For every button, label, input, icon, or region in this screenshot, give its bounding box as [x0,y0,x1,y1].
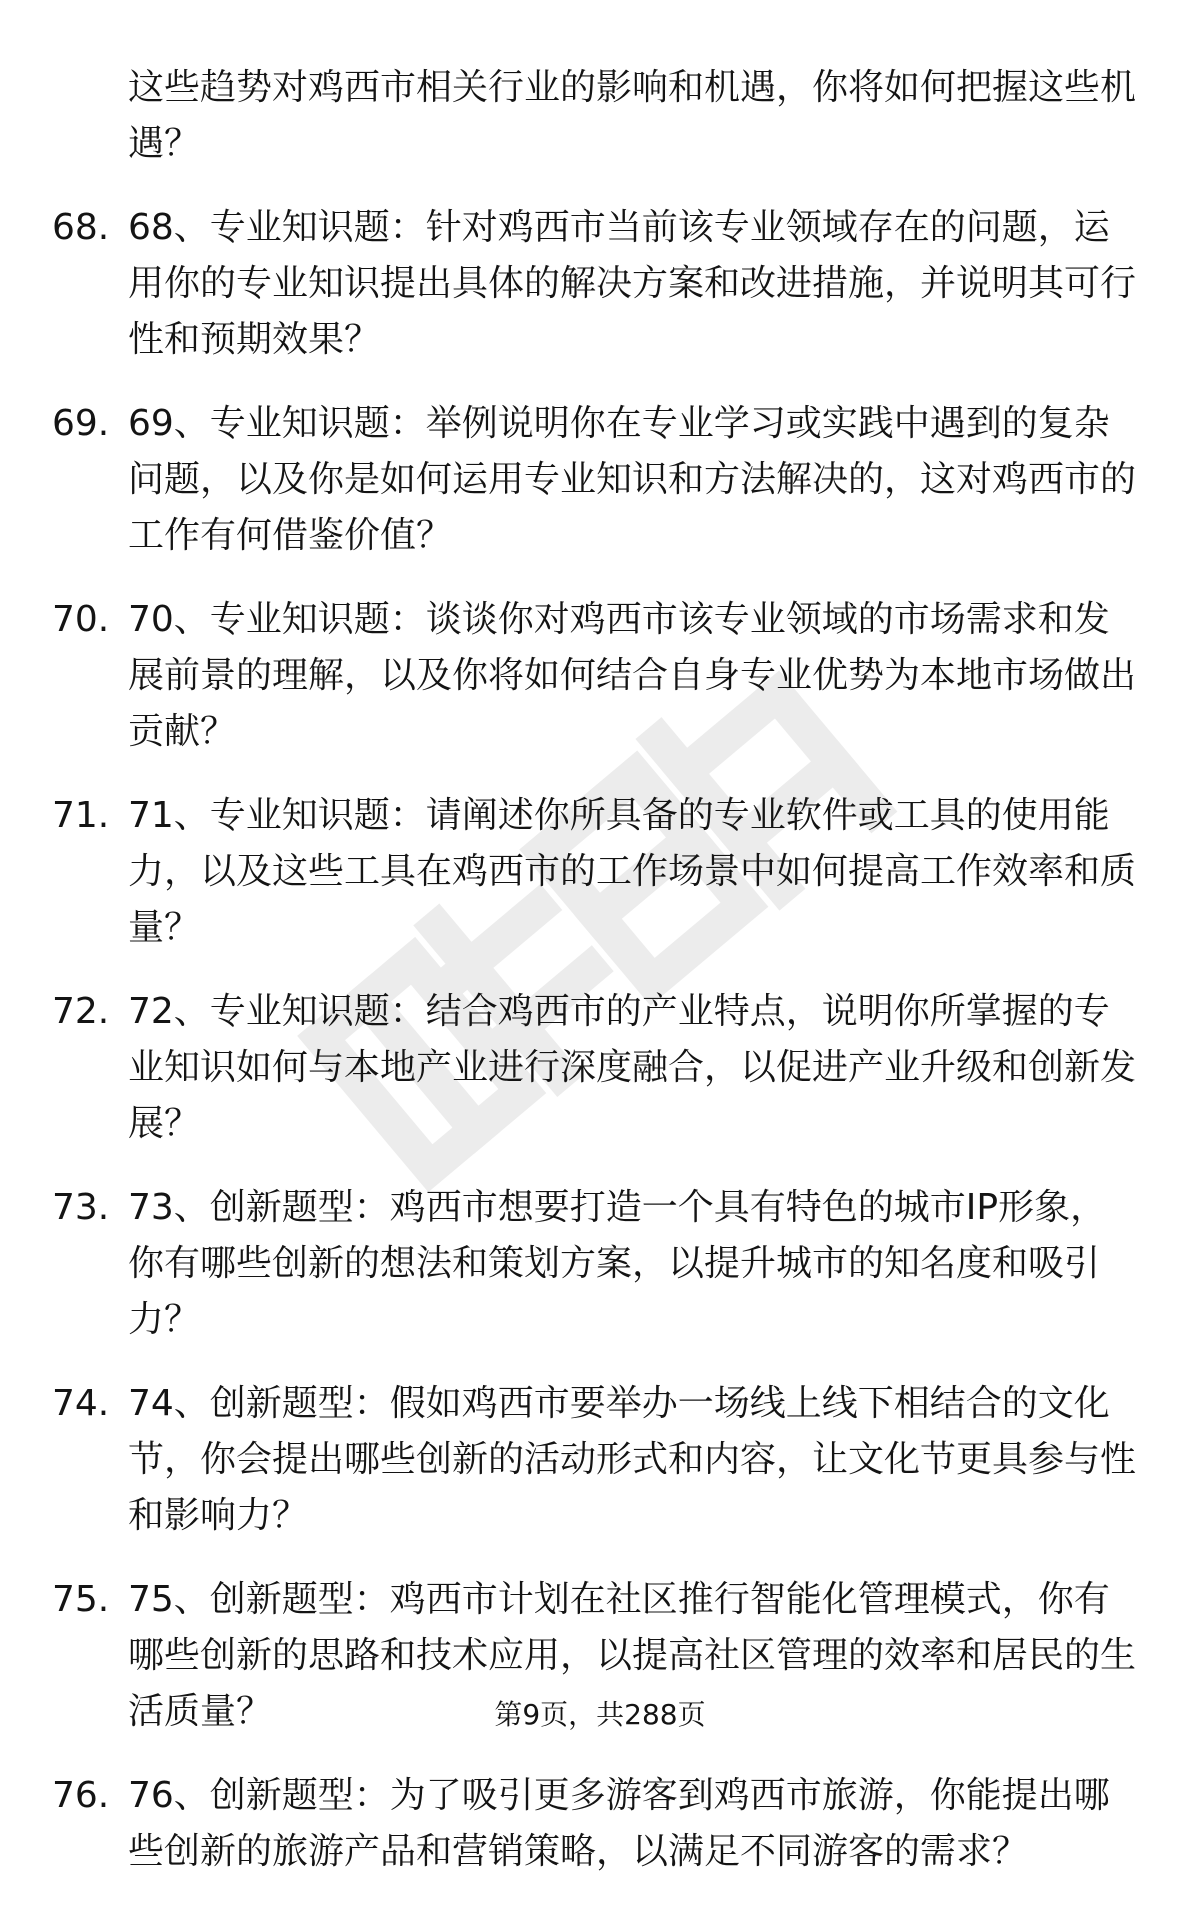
question-list [0,200,1200,1880]
page-footer [0,1695,1200,1735]
question-number: 68. [52,207,110,248]
question-number: 72. [52,991,110,1032]
question-text: 74、创新题型：假如鸡西市要举办一场线上线下相结合的文化节，你会提出哪些创新的活动形式和内容，让文化节更具参与性和影响力？ [128,1383,1137,1536]
question-number: 70. [52,599,110,640]
intro-paragraph: 这些趋势对鸡西市相关行业的影响和机遇，你将如何把握这些机遇？ [128,67,1137,164]
question-text: 72、专业知识题：结合鸡西市的产业特点，说明你所掌握的专业知识如何与本地产业进行深度融合，以促进产业升级和创新发展？ [128,991,1137,1144]
list-item [0,396,1200,564]
question-text: 68、专业知识题：针对鸡西市当前该专业领域存在的问题，运用你的专业知识提出具体的解决方案和改进措施，并说明其可行性和预期效果？ [128,207,1137,360]
document-body [0,60,1200,1908]
list-item [0,200,1200,368]
question-number: 71. [52,795,110,836]
question-text: 70、专业知识题：谈谈你对鸡西市该专业领域的市场需求和发展前景的理解，以及你将如何结合自身专业优势为本地市场做出贡献？ [128,599,1137,752]
page-number-label: 第9页，共288页 [494,1698,706,1731]
list-item [0,592,1200,760]
question-text: 76、创新题型：为了吸引更多游客到鸡西市旅游，你能提出哪些创新的旅游产品和营销策略，以满足不同游客的需求？ [128,1775,1110,1872]
question-number: 73. [52,1187,110,1228]
question-text: 73、创新题型：鸡西市想要打造一个具有特色的城市IP形象，你有哪些创新的想法和策划方案，以提升城市的知名度和吸引力？ [128,1187,1107,1340]
list-item [0,1768,1200,1880]
question-number: 74. [52,1383,110,1424]
list-item [0,1180,1200,1348]
list-item [0,1376,1200,1544]
question-number: 75. [52,1579,110,1620]
question-text: 69、专业知识题：举例说明你在专业学习或实践中遇到的复杂问题，以及你是如何运用专业知识和方法解决的，这对鸡西市的工作有何借鉴价值？ [128,403,1137,556]
question-number: 76. [52,1775,110,1816]
list-item [0,788,1200,956]
question-text: 75、创新题型：鸡西市计划在社区推行智能化管理模式，你有哪些创新的思路和技术应用，以提高社区管理的效率和居民的生活质量？ [128,1579,1137,1732]
list-item [0,984,1200,1152]
question-number: 69. [52,403,110,444]
question-text: 71、专业知识题：请阐述你所具备的专业软件或工具的使用能力，以及这些工具在鸡西市的工作场景中如何提高工作效率和质量？ [128,795,1137,948]
